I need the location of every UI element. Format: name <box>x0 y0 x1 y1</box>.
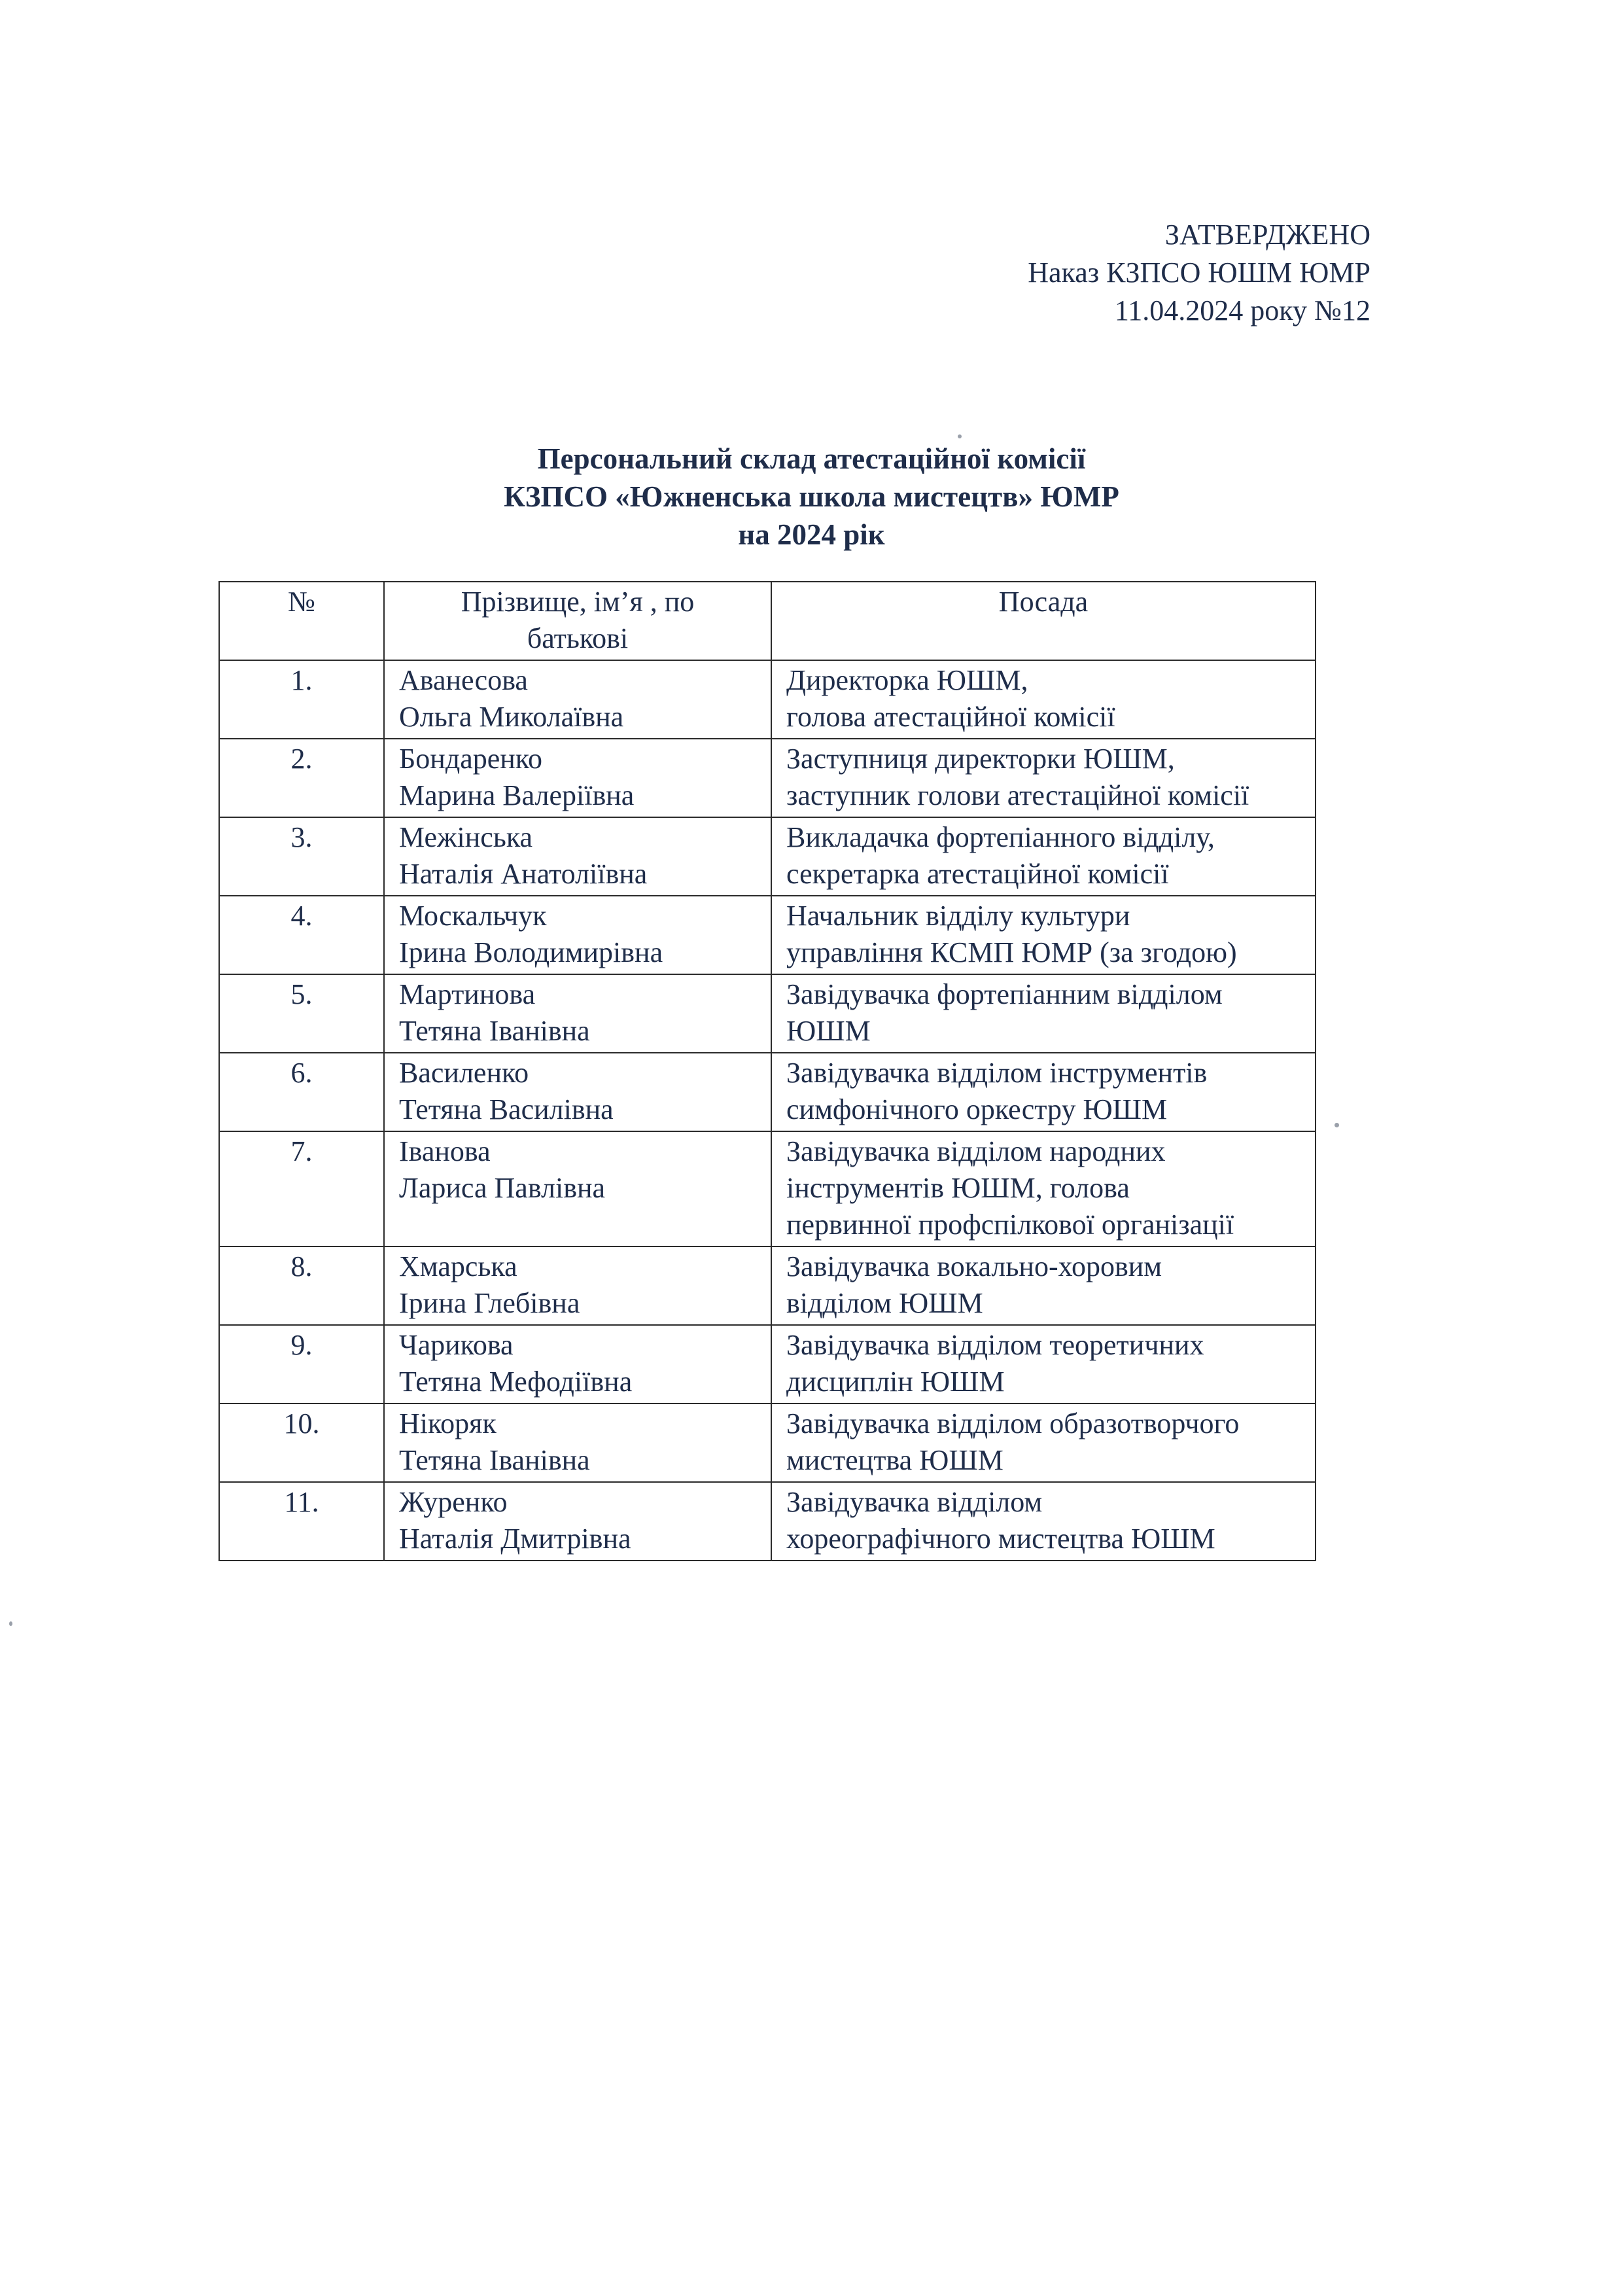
table-row <box>219 739 1316 817</box>
member-name <box>384 1404 771 1482</box>
table-row <box>219 1482 1316 1561</box>
position-line: заступник голови атестаційної комісії <box>786 779 1249 811</box>
document-title <box>0 440 1623 554</box>
table-row <box>219 817 1316 896</box>
row-number: 3. <box>219 817 384 896</box>
member-name <box>384 1482 771 1561</box>
member-surname: Хмарська <box>399 1250 517 1282</box>
member-name <box>384 1053 771 1131</box>
header-number: № <box>219 582 384 660</box>
position-line: Начальник відділу культури <box>786 900 1130 932</box>
member-surname: Журенко <box>399 1486 508 1518</box>
member-surname: Нікоряк <box>399 1407 497 1439</box>
position-line: Завідувачка вокально-хоровим <box>786 1250 1162 1282</box>
scan-speck <box>958 434 962 438</box>
position-line: інструментів ЮШМ, голова <box>786 1172 1130 1204</box>
position-line: Директорка ЮШМ, <box>786 664 1028 696</box>
table-row <box>219 1246 1316 1325</box>
table-row <box>219 1131 1316 1246</box>
member-surname: Межінська <box>399 821 533 853</box>
header-position: Посада <box>771 582 1316 660</box>
position-line: первинної профспілкової організації <box>786 1209 1234 1241</box>
table-row <box>219 660 1316 739</box>
table-row <box>219 1404 1316 1482</box>
table-header-row <box>219 582 1316 660</box>
approval-order: Наказ КЗПСО ЮШМ ЮМР <box>1028 256 1370 289</box>
position-line: відділом ЮШМ <box>786 1287 983 1319</box>
member-given-name: Тетяна Мефодіївна <box>399 1366 633 1398</box>
member-surname: Чарикова <box>399 1329 514 1361</box>
table-row <box>219 896 1316 974</box>
member-name <box>384 1246 771 1325</box>
member-position <box>771 660 1316 739</box>
row-number: 1. <box>219 660 384 739</box>
scan-speck <box>1335 1123 1339 1127</box>
member-position <box>771 1404 1316 1482</box>
commission-table <box>218 581 1316 1561</box>
position-line: Завідувачка відділом теоретичних <box>786 1329 1204 1361</box>
member-surname: Бондаренко <box>399 743 542 775</box>
member-given-name: Ольга Миколаївна <box>399 701 624 733</box>
member-given-name: Тетяна Іванівна <box>399 1015 590 1047</box>
member-position <box>771 1482 1316 1561</box>
member-name <box>384 739 771 817</box>
row-number: 4. <box>219 896 384 974</box>
position-line: симфонічного оркестру ЮШМ <box>786 1093 1168 1125</box>
title-line-3: на 2024 рік <box>738 518 885 551</box>
position-line: голова атестаційної комісії <box>786 701 1115 733</box>
member-surname: Іванова <box>399 1135 491 1167</box>
member-surname: Аванесова <box>399 664 528 696</box>
position-line: мистецтва ЮШМ <box>786 1444 1003 1476</box>
position-line: Заступниця директорки ЮШМ, <box>786 743 1175 775</box>
member-position <box>771 1053 1316 1131</box>
row-number: 5. <box>219 974 384 1053</box>
row-number: 11. <box>219 1482 384 1561</box>
position-line: Завідувачка відділом інструментів <box>786 1057 1208 1089</box>
member-given-name: Тетяна Василівна <box>399 1093 614 1125</box>
approval-block <box>1028 216 1370 330</box>
position-line: секретарка атестаційної комісії <box>786 858 1169 890</box>
member-position <box>771 896 1316 974</box>
header-name-line-1: Прізвище, ім’я , по <box>461 586 695 618</box>
row-number: 6. <box>219 1053 384 1131</box>
title-line-2: КЗПСО «Южненська школа мистецтв» ЮМР <box>504 480 1119 513</box>
position-line: Завідувачка відділом образотворчого <box>786 1407 1240 1439</box>
member-name <box>384 1325 771 1404</box>
row-number: 8. <box>219 1246 384 1325</box>
position-line: управління КСМП ЮМР (за згодою) <box>786 936 1237 968</box>
member-position <box>771 739 1316 817</box>
member-position <box>771 1325 1316 1404</box>
member-name <box>384 817 771 896</box>
approval-label: ЗАТВЕРДЖЕНО <box>1164 219 1370 251</box>
table-row <box>219 1053 1316 1131</box>
member-surname: Василенко <box>399 1057 529 1089</box>
row-number: 7. <box>219 1131 384 1246</box>
member-name <box>384 896 771 974</box>
member-position <box>771 974 1316 1053</box>
member-given-name: Лариса Павлівна <box>399 1172 606 1204</box>
member-surname: Мартинова <box>399 978 536 1010</box>
member-name <box>384 974 771 1053</box>
position-line: Завідувачка відділом народних <box>786 1135 1166 1167</box>
position-line: Завідувачка фортепіанним відділом <box>786 978 1223 1010</box>
member-given-name: Ірина Володимирівна <box>399 936 663 968</box>
approval-date: 11.04.2024 року №12 <box>1114 294 1370 327</box>
row-number: 10. <box>219 1404 384 1482</box>
header-name <box>384 582 771 660</box>
member-given-name: Наталія Анатоліївна <box>399 858 648 890</box>
position-line: хореографічного мистецтва ЮШМ <box>786 1523 1215 1555</box>
position-line: Завідувачка відділом <box>786 1486 1043 1518</box>
position-line: Викладачка фортепіанного відділу, <box>786 821 1215 853</box>
member-given-name: Тетяна Іванівна <box>399 1444 590 1476</box>
row-number: 2. <box>219 739 384 817</box>
member-surname: Москальчук <box>399 900 547 932</box>
member-given-name: Марина Валеріївна <box>399 779 635 811</box>
row-number: 9. <box>219 1325 384 1404</box>
title-line-1: Персональний склад атестаційної комісії <box>537 442 1086 475</box>
position-line: дисциплін ЮШМ <box>786 1366 1005 1398</box>
table-row <box>219 1325 1316 1404</box>
member-position <box>771 1131 1316 1246</box>
member-position <box>771 1246 1316 1325</box>
scan-speck <box>9 1621 12 1626</box>
table-row <box>219 974 1316 1053</box>
member-name <box>384 1131 771 1246</box>
member-position <box>771 817 1316 896</box>
header-name-line-2: батькові <box>527 622 629 654</box>
member-given-name: Наталія Дмитрівна <box>399 1523 631 1555</box>
member-name <box>384 660 771 739</box>
member-given-name: Ірина Глебівна <box>399 1287 580 1319</box>
table-body <box>219 660 1316 1561</box>
position-line: ЮШМ <box>786 1015 871 1047</box>
